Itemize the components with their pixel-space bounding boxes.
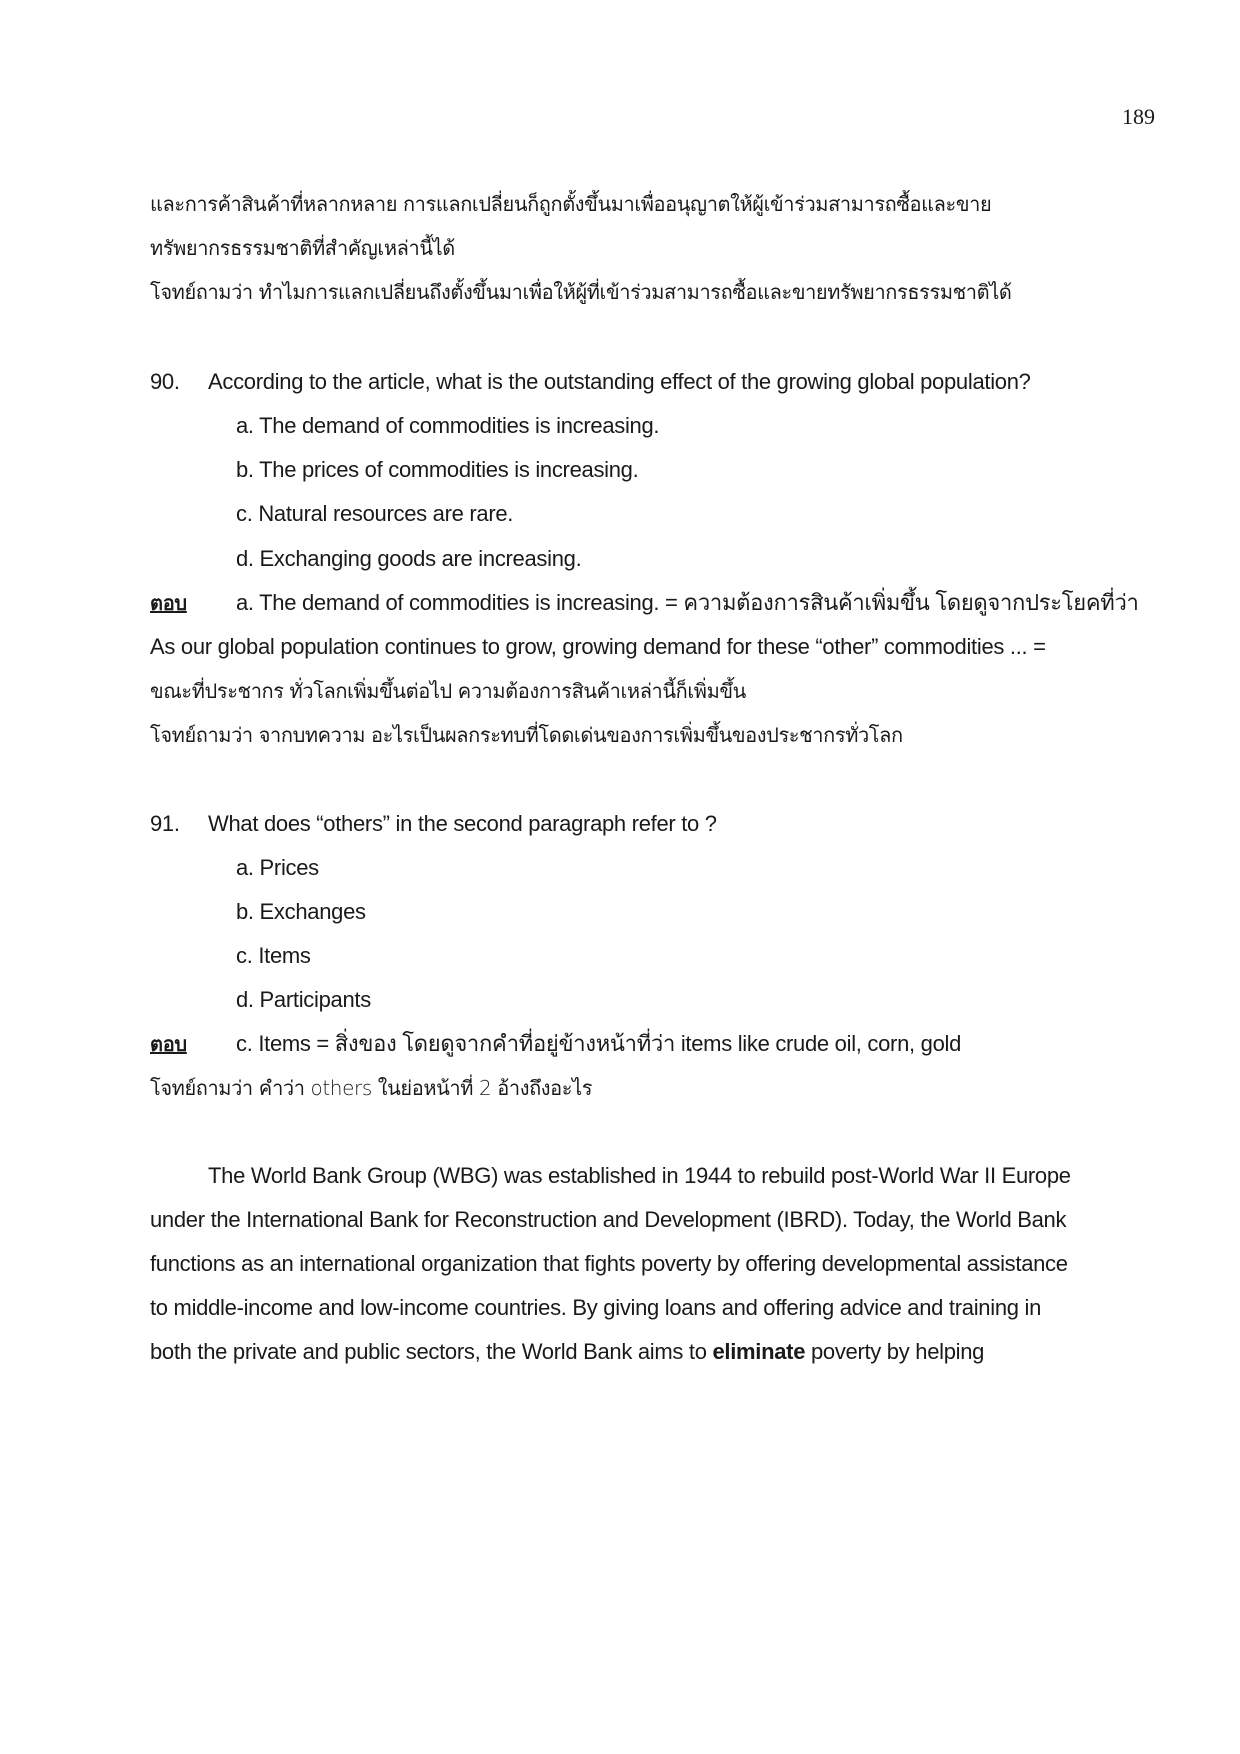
- question-text: According to the article, what is the outstanding effect of the growing global population?: [208, 369, 1031, 394]
- passage-text: poverty by helping: [805, 1339, 985, 1364]
- option-d: d. Participants: [236, 987, 371, 1012]
- answer-text: a. The demand of commodities is increasing. = ความต้องการสินค้าเพิ่มขึ้น โดยดูจากประโยคที่ว่า: [236, 590, 1139, 615]
- answer-91: [150, 1030, 961, 1058]
- answer-90: [150, 589, 1139, 617]
- explanation-line-1: As our global population continues to grow, growing demand for these “other” commodities ... =: [150, 634, 1046, 659]
- explanation-line-3: โจทย์ถามว่า จากบทความ อะไรเป็นผลกระทบที่โดดเด่นของการเพิ่มขึ้นของประชากรทั่วโลก: [150, 723, 903, 747]
- question-number: 91.: [150, 811, 180, 836]
- answer-label: ตอบ: [150, 591, 187, 615]
- explanation-line-2: ขณะที่ประชากร ทั่วโลกเพิ่มขึ้นต่อไป ความต้องการสินค้าเหล่านี้ก็เพิ่มขึ้น: [150, 679, 746, 703]
- option-c: c. Items: [236, 943, 311, 968]
- passage-text: The World Bank Group (WBG) was established in 1944 to rebuild post-World War II Europe: [208, 1163, 1071, 1188]
- passage-line-4: to middle-income and low-income countries. By giving loans and offering advice and training in: [150, 1295, 1042, 1320]
- passage-line-3: functions as an international organization that fights poverty by offering developmental assistance: [150, 1251, 1068, 1276]
- passage-line-5: [150, 1338, 984, 1366]
- option-a: a. Prices: [236, 855, 319, 880]
- passage-line-1: [150, 1162, 1071, 1190]
- option-b: b. Exchanges: [236, 899, 366, 924]
- option-b: b. The prices of commodities is increasing.: [236, 457, 639, 482]
- question-number: 90.: [150, 369, 180, 394]
- question-text: What does “others” in the second paragraph refer to ?: [208, 811, 717, 836]
- intro-line-2: ทรัพยากรธรรมชาติที่สำคัญเหล่านี้ได้: [150, 236, 455, 260]
- question-91: [150, 810, 717, 838]
- option-d: d. Exchanging goods are increasing.: [236, 546, 582, 571]
- option-a: a. The demand of commodities is increasing.: [236, 413, 660, 438]
- answer-text: c. Items = สิ่งของ โดยดูจากคำที่อยู่ข้างหน้าที่ว่า items like crude oil, corn, gold: [236, 1031, 962, 1056]
- explanation-line-1: โจทย์ถามว่า คำว่า others ในย่อหน้าที่ 2 อ้างถึงอะไร: [150, 1076, 593, 1100]
- intro-line-3: โจทย์ถามว่า ทำไมการแลกเปลี่ยนถึงตั้งขึ้นมาเพื่อให้ผู้ที่เข้าร่วมสามารถซื้อและขายทรัพยากรธรรมชาติได้: [150, 280, 1012, 304]
- intro-line-1: และการค้าสินค้าที่หลากหลาย การแลกเปลี่ยนก็ถูกตั้งขึ้นมาเพื่ออนุญาตให้ผู้เข้าร่วมสามารถซื้อและขาย: [150, 192, 992, 216]
- answer-label: ตอบ: [150, 1032, 187, 1056]
- question-90: [150, 368, 1031, 396]
- keyword-eliminate: eliminate: [712, 1339, 806, 1364]
- passage-line-2: under the International Bank for Reconstruction and Development (IBRD). Today, the World Bank: [150, 1207, 1067, 1232]
- passage-text: both the private and public sectors, the World Bank aims to: [150, 1339, 713, 1364]
- page-number: 189: [1122, 104, 1155, 129]
- option-c: c. Natural resources are rare.: [236, 501, 514, 526]
